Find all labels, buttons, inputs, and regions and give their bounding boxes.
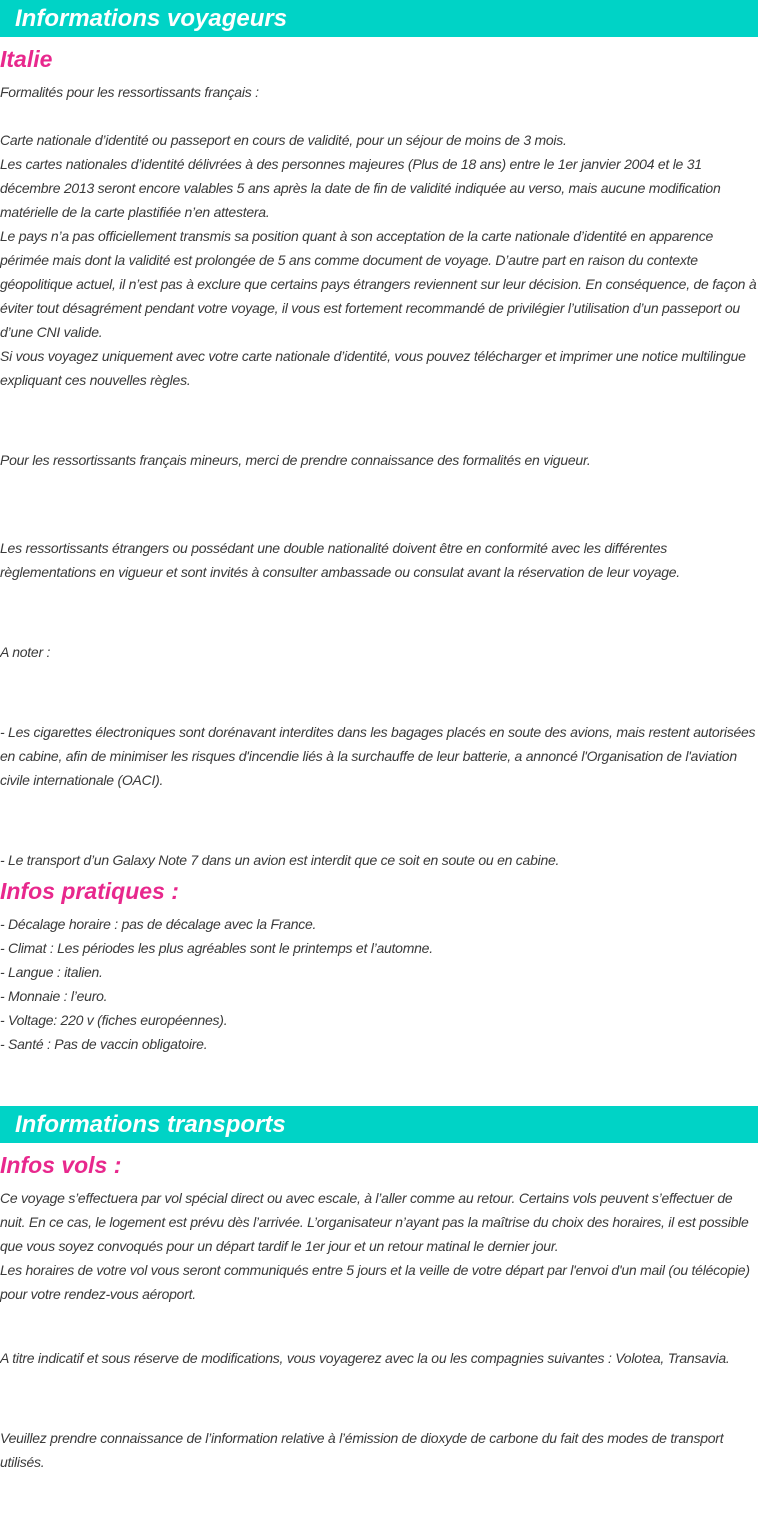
list-item: - Monnaie : l’euro. <box>0 988 108 1004</box>
list-item: - Langue : italien. <box>0 964 103 980</box>
list-item: - Décalage horaire : pas de décalage avec la France. <box>0 916 317 932</box>
section-header-transports-label: Informations transports <box>15 1111 286 1138</box>
vols-body: Ce voyage s’effectuera par vol spécial direct ou avec escale, à l’aller comme au retour. Certains vols peuvent s’effectuer de nuit. En ce cas, le logement est prévu dès l’arrivée. L’organisateur n’ayant pas la maîtrise du choix des horaires, il est possible que vous soyez convoqués pour un départ tardif le 1er jour et un retour matinal le dernier jour. Les horaires de votre vol vous seront communiqués entre 5 jours et la veille de votre départ par l'envoi d'un mail (ou télécopie) pour votre rendez-vous aéroport. <box>0 1190 750 1302</box>
infos-vols-title: Infos vols : <box>0 1152 122 1178</box>
list-item: - Climat : Les périodes les plus agréables sont le printemps et l’automne. <box>0 940 433 956</box>
section-header-transports <box>0 1106 758 1143</box>
formalites-body: Carte nationale d’identité ou passeport en cours de validité, pour un séjour de moins de 3 mois. Les cartes nationales d’identité délivrées à des personnes majeures (Plus de 18 ans) entre le 1er janvier 2004 et le 31 décembre 2013 seront encore valables 5 ans après la date de fin de validité indiquée au verso, mais aucune modification matérielle de la carte plastifiée n’en attestera. Le pays n’a pas officiellement transmis sa position quant à son acceptation de la carte nationale d’identité en apparence périmée mais dont la validité est prolongée de 5 ans comme document de voyage. D’autre part en raison du contexte géopolitique actuel, il n’est pas à exclure que certains pays étrangers reviennent sur leur décision. En conséquence, de façon à éviter tout désagrément pendant votre voyage, il vous est fortement recommandé de privilégier l’utilisation d’un passeport ou d’une CNI valide. Si vous voyagez uniquement avec votre carte nationale d’identité, vous pouvez télécharger et imprimer une notice multilingue expliquant ces nouvelles règles. <box>0 132 757 388</box>
section-header-voyageurs <box>0 0 758 37</box>
infos-pratiques-title: Infos pratiques : <box>0 878 179 904</box>
list-item: - Voltage: 220 v (fiches européennes). <box>0 1012 228 1028</box>
section-header-voyageurs-label: Informations voyageurs <box>15 5 288 32</box>
country-title: Italie <box>0 46 53 72</box>
etrangers-text: Les ressortissants étrangers ou possédant une double nationalité doivent être en conformité avec les différentes règlementations en vigueur et sont invités à consulter ambassade ou consulat avant la réservation de leur voyage. <box>0 540 680 580</box>
formalites-intro: Formalités pour les ressortissants français : <box>0 84 259 100</box>
cigarettes-note: - Les cigarettes électroniques sont dorénavant interdites dans les bagages placés en soute des avions, mais restent autorisées en cabine, afin de minimiser les risques d'incendie liés à la surchauffe de leur batterie, a annoncé l'Organisation de l'aviation civile internationale (OACI). <box>0 724 756 788</box>
infos-pratiques-list <box>0 912 758 1056</box>
a-noter-label: A noter : <box>0 644 51 660</box>
list-item: - Santé : Pas de vaccin obligatoire. <box>0 1036 208 1052</box>
galaxy-note: - Le transport d’un Galaxy Note 7 dans un avion est interdit que ce soit en soute ou en cabine. <box>0 852 560 868</box>
mineurs-text: Pour les ressortissants français mineurs, merci de prendre connaissance des formalités en vigueur. <box>0 452 591 468</box>
compagnies-text: A titre indicatif et sous réserve de modifications, vous voyagerez avec la ou les compagnies suivantes : Volotea, Transavia. <box>0 1350 730 1366</box>
co2-text: Veuillez prendre connaissance de l’information relative à l’émission de dioxyde de carbone du fait des modes de transport utilisés. <box>0 1430 724 1470</box>
